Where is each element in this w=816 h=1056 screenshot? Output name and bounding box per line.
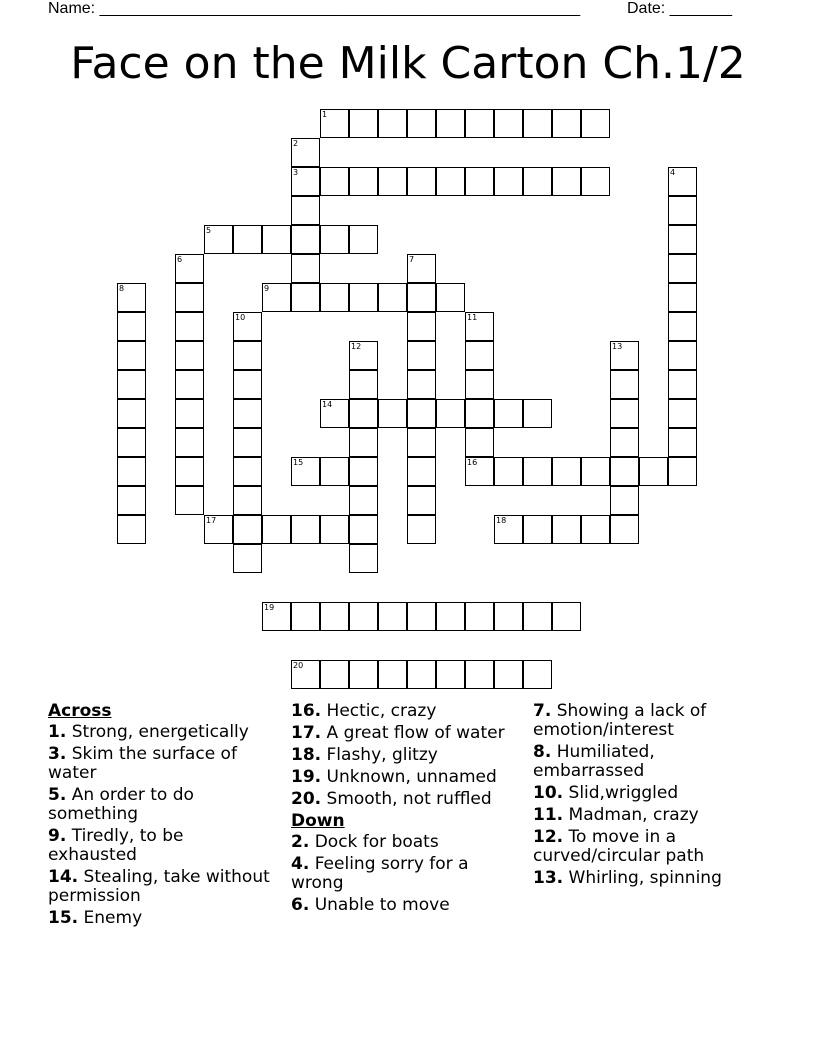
clue-across-1	[48, 723, 273, 742]
clue-number: 6.	[291, 895, 310, 915]
cell-number: 14	[322, 400, 333, 409]
clue-down-6	[291, 896, 516, 915]
crossword-cell[interactable]	[320, 109, 349, 138]
crossword-cell[interactable]	[436, 283, 465, 312]
crossword-cell[interactable]	[639, 457, 668, 486]
clue-text: Stealing, take without permission	[48, 867, 270, 906]
clue-number: 1.	[48, 722, 67, 742]
crossword-cell[interactable]	[378, 283, 407, 312]
crossword-cell[interactable]	[668, 225, 697, 254]
crossword-cell[interactable]	[407, 254, 436, 283]
crossword-cell[interactable]	[262, 602, 291, 631]
clue-text: Slid,wriggled	[568, 783, 679, 803]
cell-number: 10	[235, 313, 246, 322]
crossword-cell[interactable]	[291, 660, 320, 689]
cell-number: 15	[293, 458, 304, 467]
crossword-cell[interactable]	[349, 457, 378, 486]
crossword-cell[interactable]	[117, 428, 146, 457]
crossword-cell[interactable]	[291, 283, 320, 312]
crossword-cell[interactable]	[262, 225, 291, 254]
clue-number: 4.	[291, 854, 310, 874]
clue-number: 5.	[48, 785, 67, 805]
clue-number: 17.	[291, 723, 322, 743]
crossword-cell[interactable]	[465, 660, 494, 689]
crossword-cell[interactable]	[117, 283, 146, 312]
crossword-cell[interactable]	[349, 602, 378, 631]
clue-text: Dock for boats	[314, 832, 439, 852]
crossword-cell[interactable]	[320, 660, 349, 689]
clue-down-7	[533, 702, 763, 740]
clues-column-1	[48, 702, 273, 931]
clue-across-9	[48, 827, 273, 865]
cell-number: 8	[119, 284, 125, 293]
clue-number: 7.	[533, 701, 552, 721]
clue-number: 9.	[48, 826, 67, 846]
crossword-cell[interactable]	[465, 341, 494, 370]
clue-number: 2.	[291, 832, 310, 852]
down-heading: Down	[291, 811, 345, 831]
clue-text: Hectic, crazy	[326, 701, 437, 721]
clue-down-10	[533, 784, 763, 803]
cell-number: 6	[177, 255, 183, 264]
crossword-cell[interactable]	[349, 544, 378, 573]
crossword-cell[interactable]	[349, 167, 378, 196]
crossword-cell[interactable]	[552, 167, 581, 196]
cell-number: 4	[670, 168, 676, 177]
crossword-cell[interactable]	[523, 399, 552, 428]
clue-text: Whirling, spinning	[568, 868, 722, 888]
clue-number: 8.	[533, 742, 552, 762]
crossword-cell[interactable]	[581, 109, 610, 138]
crossword-cell[interactable]	[668, 196, 697, 225]
crossword-cell[interactable]	[668, 399, 697, 428]
crossword-cell[interactable]	[494, 167, 523, 196]
crossword-cell[interactable]	[668, 167, 697, 196]
crossword-cell[interactable]	[407, 341, 436, 370]
crossword-cell[interactable]	[407, 486, 436, 515]
clue-number: 11.	[533, 805, 564, 825]
clue-number: 20.	[291, 789, 322, 809]
clue-down-8	[533, 743, 763, 781]
crossword-cell[interactable]	[175, 341, 204, 370]
clue-number: 18.	[291, 745, 322, 765]
clue-number: 19.	[291, 767, 322, 787]
clue-text: Feeling sorry for a wrong	[291, 854, 469, 893]
crossword-cell[interactable]	[494, 109, 523, 138]
clue-across-18	[291, 746, 516, 765]
crossword-cell[interactable]	[175, 370, 204, 399]
crossword-cell[interactable]	[407, 602, 436, 631]
crossword-cell[interactable]	[204, 515, 233, 544]
crossword-cell[interactable]	[523, 660, 552, 689]
crossword-cell[interactable]	[291, 515, 320, 544]
clue-down-2	[291, 833, 516, 852]
crossword-cell[interactable]	[233, 312, 262, 341]
crossword-cell[interactable]	[407, 109, 436, 138]
crossword-cell[interactable]	[117, 370, 146, 399]
crossword-cell[interactable]	[523, 515, 552, 544]
cell-number: 17	[206, 516, 217, 525]
clue-down-12	[533, 828, 763, 866]
crossword-cell[interactable]	[407, 457, 436, 486]
crossword-cell[interactable]	[407, 428, 436, 457]
clue-down-13	[533, 869, 763, 888]
crossword-cell[interactable]	[465, 457, 494, 486]
clue-number: 10.	[533, 783, 564, 803]
crossword-cell[interactable]	[175, 283, 204, 312]
crossword-cell[interactable]	[349, 109, 378, 138]
clue-text: Skim the surface of water	[48, 744, 237, 783]
cell-number: 19	[264, 603, 275, 612]
crossword-cell[interactable]	[117, 515, 146, 544]
clue-number: 15.	[48, 908, 79, 928]
crossword-cell[interactable]	[233, 457, 262, 486]
crossword-cell[interactable]	[668, 457, 697, 486]
crossword-cell[interactable]	[668, 312, 697, 341]
crossword-cell[interactable]	[465, 312, 494, 341]
clue-text: An order to do something	[48, 785, 194, 824]
cell-number: 20	[293, 661, 304, 670]
crossword-cell[interactable]	[465, 602, 494, 631]
clue-text: Unknown, unnamed	[326, 767, 497, 787]
crossword-cell[interactable]	[320, 457, 349, 486]
crossword-cell[interactable]	[320, 225, 349, 254]
clues-column-2	[291, 702, 516, 918]
clue-across-15	[48, 909, 273, 928]
crossword-cell[interactable]	[320, 602, 349, 631]
crossword-cell[interactable]	[523, 602, 552, 631]
crossword-cell[interactable]	[436, 109, 465, 138]
crossword-cell[interactable]	[407, 283, 436, 312]
crossword-cell[interactable]	[407, 660, 436, 689]
cell-number: 5	[206, 226, 212, 235]
clue-text: Showing a lack of emotion/interest	[533, 701, 707, 740]
crossword-cell[interactable]	[204, 225, 233, 254]
clue-text: Flashy, glitzy	[326, 745, 438, 765]
crossword-cell[interactable]	[233, 428, 262, 457]
across-heading: Across	[48, 701, 112, 721]
cell-number: 7	[409, 255, 415, 264]
crossword-cell[interactable]	[291, 196, 320, 225]
cell-number: 13	[612, 342, 623, 351]
crossword-cell[interactable]	[291, 457, 320, 486]
crossword-cell[interactable]	[465, 109, 494, 138]
clue-number: 16.	[291, 701, 322, 721]
clue-across-19	[291, 768, 516, 787]
crossword-cell[interactable]	[320, 515, 349, 544]
clue-across-5	[48, 786, 273, 824]
clue-number: 14.	[48, 867, 79, 887]
clue-down-4	[291, 855, 516, 893]
clue-number: 12.	[533, 827, 564, 847]
crossword-cell[interactable]	[233, 370, 262, 399]
date-field-label: Date: _______	[627, 0, 732, 17]
crossword-cell[interactable]	[291, 167, 320, 196]
clue-across-3	[48, 745, 273, 783]
name-field-label: Name: ______________________________________________________	[48, 0, 581, 17]
clue-text: Madman, crazy	[568, 805, 699, 825]
crossword-cell[interactable]	[349, 341, 378, 370]
crossword-cell[interactable]	[465, 428, 494, 457]
crossword-cell[interactable]	[117, 399, 146, 428]
crossword-cell[interactable]	[610, 399, 639, 428]
crossword-cell[interactable]	[175, 312, 204, 341]
crossword-cell[interactable]	[407, 167, 436, 196]
crossword-cell[interactable]	[233, 341, 262, 370]
crossword-cell[interactable]	[378, 167, 407, 196]
crossword-cell[interactable]	[465, 399, 494, 428]
crossword-cell[interactable]	[175, 428, 204, 457]
cell-number: 12	[351, 342, 362, 351]
crossword-cell[interactable]	[494, 660, 523, 689]
crossword-cell[interactable]	[465, 370, 494, 399]
crossword-cell[interactable]	[175, 399, 204, 428]
clue-number: 13.	[533, 868, 564, 888]
crossword-cell[interactable]	[494, 399, 523, 428]
crossword-cell[interactable]	[349, 428, 378, 457]
crossword-cell[interactable]	[523, 167, 552, 196]
puzzle-title: Face on the Milk Carton Ch.1/2	[70, 38, 746, 89]
crossword-cell[interactable]	[291, 254, 320, 283]
crossword-cell[interactable]	[610, 486, 639, 515]
crossword-cell[interactable]	[668, 341, 697, 370]
crossword-cell[interactable]	[407, 370, 436, 399]
crossword-cell[interactable]	[233, 486, 262, 515]
crossword-cell[interactable]	[494, 602, 523, 631]
crossword-cell[interactable]	[523, 109, 552, 138]
crossword-cell[interactable]	[320, 283, 349, 312]
crossword-cell[interactable]	[378, 660, 407, 689]
cell-number: 18	[496, 516, 507, 525]
crossword-cell[interactable]	[436, 660, 465, 689]
cell-number: 11	[467, 313, 478, 322]
crossword-cell[interactable]	[349, 225, 378, 254]
crossword-cell[interactable]	[378, 109, 407, 138]
crossword-cell[interactable]	[349, 370, 378, 399]
crossword-cell[interactable]	[117, 312, 146, 341]
crossword-cell[interactable]	[610, 370, 639, 399]
crossword-cell[interactable]	[407, 515, 436, 544]
crossword-cell[interactable]	[378, 399, 407, 428]
crossword-cell[interactable]	[552, 109, 581, 138]
crossword-cell[interactable]	[668, 428, 697, 457]
crossword-cell[interactable]	[349, 515, 378, 544]
clue-across-20	[291, 790, 516, 809]
clue-text: Smooth, not ruffled	[326, 789, 492, 809]
clue-number: 3.	[48, 744, 67, 764]
clues-column-3	[533, 702, 763, 891]
clue-text: Humiliated, embarrassed	[533, 742, 655, 781]
crossword-cell[interactable]	[436, 399, 465, 428]
clue-text: Unable to move	[314, 895, 450, 915]
crossword-cell[interactable]	[668, 254, 697, 283]
crossword-cell[interactable]	[552, 457, 581, 486]
crossword-cell[interactable]	[494, 457, 523, 486]
crossword-cell[interactable]	[610, 457, 639, 486]
clue-text: Strong, energetically	[71, 722, 249, 742]
clue-across-16	[291, 702, 516, 721]
crossword-cell[interactable]	[291, 225, 320, 254]
crossword-cell[interactable]	[291, 138, 320, 167]
crossword-cell[interactable]	[436, 167, 465, 196]
crossword-cell[interactable]	[233, 225, 262, 254]
crossword-cell[interactable]	[610, 428, 639, 457]
clue-text: Enemy	[83, 908, 143, 928]
crossword-cell[interactable]	[610, 341, 639, 370]
crossword-cell[interactable]	[349, 283, 378, 312]
crossword-cell[interactable]	[552, 602, 581, 631]
clue-across-14	[48, 868, 273, 906]
crossword-cell[interactable]	[581, 457, 610, 486]
crossword-cell[interactable]	[465, 167, 494, 196]
cell-number: 1	[322, 110, 328, 119]
cell-number: 9	[264, 284, 270, 293]
crossword-cell[interactable]	[233, 544, 262, 573]
clue-text: To move in a curved/circular path	[533, 827, 705, 866]
crossword-cell[interactable]	[320, 399, 349, 428]
cell-number: 2	[293, 139, 299, 148]
crossword-cell[interactable]	[175, 254, 204, 283]
crossword-cell[interactable]	[262, 515, 291, 544]
crossword-cell[interactable]	[523, 457, 552, 486]
crossword-cell[interactable]	[610, 515, 639, 544]
crossword-cell[interactable]	[668, 370, 697, 399]
clue-text: Tiredly, to be exhausted	[48, 826, 184, 865]
crossword-cell[interactable]	[407, 399, 436, 428]
crossword-cell[interactable]	[407, 312, 436, 341]
crossword-cell[interactable]	[378, 602, 407, 631]
crossword-cell[interactable]	[117, 486, 146, 515]
crossword-cell[interactable]	[233, 399, 262, 428]
crossword-cell[interactable]	[494, 515, 523, 544]
clue-across-17	[291, 724, 516, 743]
crossword-cell[interactable]	[668, 283, 697, 312]
crossword-cell[interactable]	[175, 486, 204, 515]
clue-down-11	[533, 806, 763, 825]
crossword-cell[interactable]	[552, 515, 581, 544]
crossword-cell[interactable]	[581, 167, 610, 196]
crossword-cell[interactable]	[349, 660, 378, 689]
crossword-cell[interactable]	[175, 457, 204, 486]
crossword-cell[interactable]	[262, 283, 291, 312]
crossword-cell[interactable]	[233, 515, 262, 544]
crossword-cell[interactable]	[436, 602, 465, 631]
crossword-cell[interactable]	[117, 457, 146, 486]
crossword-cell[interactable]	[349, 399, 378, 428]
crossword-cell[interactable]	[349, 486, 378, 515]
crossword-cell[interactable]	[320, 167, 349, 196]
cell-number: 3	[293, 168, 299, 177]
crossword-cell[interactable]	[581, 515, 610, 544]
crossword-cell[interactable]	[291, 602, 320, 631]
clue-text: A great flow of water	[326, 723, 505, 743]
crossword-cell[interactable]	[117, 341, 146, 370]
cell-number: 16	[467, 458, 478, 467]
